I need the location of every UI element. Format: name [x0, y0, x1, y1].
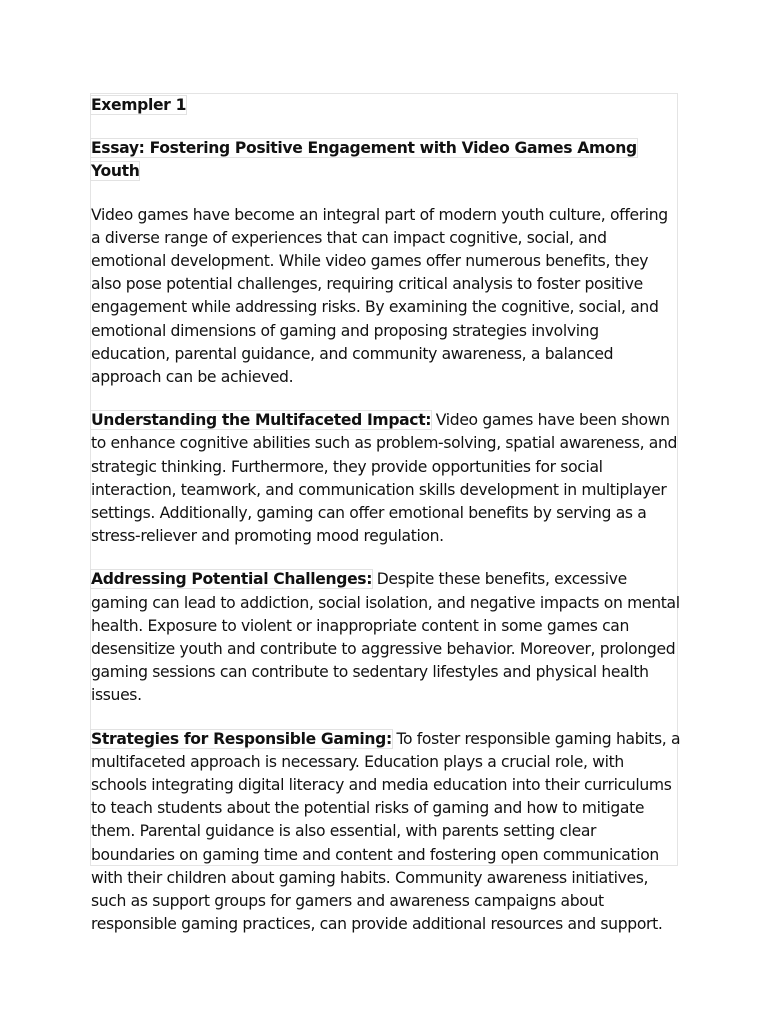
section-body-impact: Video games have been shown to enhance cognitive abilities such as problem-solving, spatial awareness, and strategic thinking. Furthermore, they provide opportunities for social interaction, teamwork, and communication skills development in multiplayer settings. Additionally, gaming can offer emotional benefits by serving as a stress-reliever and promoting mood regulation. [91, 411, 678, 546]
section-strategies [91, 728, 681, 937]
section-heading-strategies: Strategies for Responsible Gaming: [91, 729, 392, 748]
essay-title: Essay: Fostering Positive Engagement with Video Games Among Youth [91, 139, 637, 181]
section-body-strategies: To foster responsible gaming habits, a multifaceted approach is necessary. Education plays a crucial role, with schools integrating digital literacy and media education into their curriculums to teach students about the potential risks of gaming and how to mitigate them. Parental guidance is also essential, with parents setting clear boundaries on gaming time and content and fostering open communication with their children about gaming habits. Community awareness initiatives, such as support groups for gamers and awareness campaigns about responsible gaming practices, can provide additional resources and support. [91, 729, 681, 934]
essay-content [91, 94, 681, 957]
exemplar-label: Exempler 1 [91, 96, 187, 114]
section-heading-challenges: Addressing Potential Challenges: [91, 570, 373, 589]
title-paragraph [91, 137, 681, 183]
section-challenges [91, 568, 681, 707]
intro-paragraph: Video games have become an integral part of modern youth culture, offering a diverse range of experiences that can impact cognitive, social, and emotional development. While video games offer numerous benefits, they also pose potential challenges, requiring critical analysis to foster positive engagement while addressing risks. By examining the cognitive, social, and emotional dimensions of gaming and proposing strategies involving education, parental guidance, and community awareness, a balanced approach can be achieved. [91, 205, 668, 387]
section-impact [91, 409, 681, 548]
section-heading-impact: Understanding the Multifaceted Impact: [91, 411, 432, 430]
section-body-challenges: Despite these benefits, excessive gaming can lead to addiction, social isolation, and negative impacts on mental health. Exposure to violent or inappropriate content in some games can desensitize youth and contribute to aggressive behavior. Moreover, prolonged gaming sessions can contribute to sedentary lifestyles and physical health issues. [91, 570, 680, 705]
exemplar-paragraph [91, 94, 681, 117]
